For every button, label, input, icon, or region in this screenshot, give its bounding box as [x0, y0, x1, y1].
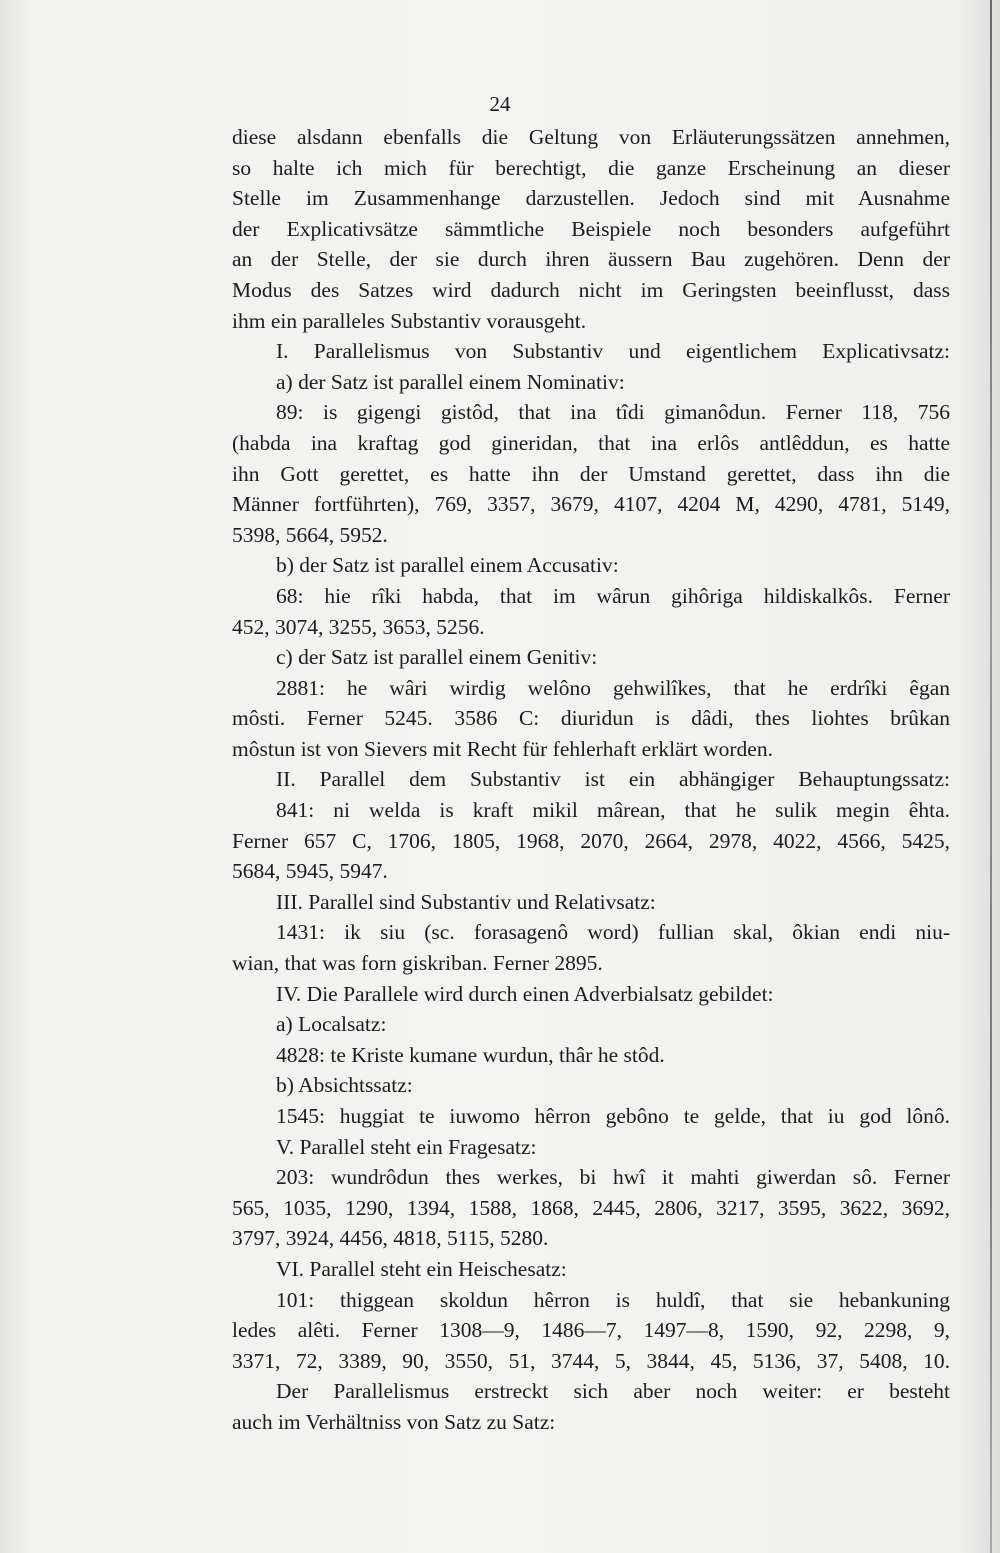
text-line: b) der Satz ist parallel einem Accusativ: [276, 553, 619, 578]
text-line: 2881: he wâri wirdig welôno gehwilîkes, that he erdrîki êgan [276, 675, 950, 700]
text-line: ihm ein paralleles Substantiv vorausgeht. [232, 308, 587, 333]
text-line: 452, 3074, 3255, 3653, 5256. [232, 614, 485, 639]
text-line: diese alsdann ebenfalls die Geltung von Erläuterungssätzen annehmen, [232, 125, 950, 149]
text-line: so halte ich mich für berechtigt, die ganze Erscheinung an dieser [232, 155, 950, 180]
text-line: Männer fortführten), 769, 3357, 3679, 4107, 4204 M, 4290, 4781, 5149, [232, 492, 950, 517]
text-line: b) Absichtssatz: [276, 1073, 413, 1098]
text-line: a) Localsatz: [276, 1012, 387, 1037]
text-line: III. Parallel sind Substantiv und Relativsatz: [276, 889, 656, 914]
page-number: 24 [489, 92, 511, 116]
text-line: môsti. Ferner 5245. 3586 C: diuridun is dâdi, thes liohtes brûkan [232, 706, 950, 731]
text-line: VI. Parallel steht ein Heischesatz: [276, 1256, 567, 1281]
text-line: der Explicativsätze sämmtliche Beispiele noch besonders aufgeführt [232, 216, 950, 241]
text-line: I. Parallelismus von Substantiv und eigentlichem Explicativsatz: [276, 339, 950, 364]
text-line: 68: hie rîki habda, that im wârun gihôriga hildiskalkôs. Ferner [276, 583, 950, 608]
text-line: c) der Satz ist parallel einem Genitiv: [276, 645, 598, 670]
text-line: Ferner 657 C, 1706, 1805, 1968, 2070, 2664, 2978, 4022, 4566, 5425, [232, 828, 950, 853]
text-line: 3797, 3924, 4456, 4818, 5115, 5280. [232, 1226, 549, 1251]
text-line: 4828: te Kriste kumane wurdun, thâr he stôd. [276, 1042, 665, 1067]
text-line: môstun ist von Sievers mit Recht für fehlerhaft erklärt worden. [232, 736, 773, 761]
text-line: 565, 1035, 1290, 1394, 1588, 1868, 2445, 2806, 3217, 3595, 3622, 3692, [232, 1195, 950, 1220]
page-edge-shadow [990, 0, 992, 1553]
text-line: Modus des Satzes wird dadurch nicht im Geringsten beeinflusst, dass [232, 277, 950, 302]
text-line: Stelle im Zusammenhange darzustellen. Jedoch sind mit Ausnahme [232, 186, 950, 211]
text-line: II. Parallel dem Substantiv ist ein abhängiger Behauptungssatz: [276, 767, 950, 792]
text-line: Der Parallelismus erstreckt sich aber noch weiter: er besteht [276, 1379, 950, 1404]
text-line: 1545: huggiat te iuwomo hêrron gebôno te gelde, that iu god lônô. [276, 1104, 950, 1128]
text-line: ledes alêti. Ferner 1308—9, 1486—7, 1497—8, 1590, 92, 2298, 9, [232, 1318, 950, 1343]
text-line: V. Parallel steht ein Fragesatz: [276, 1134, 537, 1159]
body-text [232, 122, 950, 1438]
text-line: auch im Verhältniss von Satz zu Satz: [232, 1409, 556, 1434]
text-line: ihn Gott gerettet, es hatte ihn der Umstand gerettet, dass ihn die [232, 461, 950, 486]
text-line: 3371, 72, 3389, 90, 3550, 51, 3744, 5, 3844, 45, 5136, 37, 5408, 10. [232, 1348, 950, 1373]
text-line: 5398, 5664, 5952. [232, 522, 388, 547]
text-line: IV. Die Parallele wird durch einen Adverbialsatz gebildet: [276, 981, 774, 1006]
text-line: (habda ina kraftag god gineridan, that ina erlôs antlêddun, es hatte [232, 430, 950, 455]
text-line: an der Stelle, der sie durch ihren äussern Bau zugehören. Denn der [232, 247, 950, 272]
text-line: 203: wundrôdun thes werkes, bi hwî it mahti giwerdan sô. Ferner [276, 1165, 950, 1190]
text-line: a) der Satz ist parallel einem Nominativ: [276, 369, 625, 394]
text-line: 841: ni welda is kraft mikil mârean, that he sulik megin êhta. [276, 798, 950, 823]
text-line: 101: thiggean skoldun hêrron is huldî, that sie hebankuning [276, 1287, 950, 1312]
text-line: 5684, 5945, 5947. [232, 859, 388, 884]
text-line: 89: is gigengi gistôd, that ina tîdi gimanôdun. Ferner 118, 756 [276, 400, 950, 425]
text-line: 1431: ik siu (sc. forasagenô word) fullian skal, ôkian endi niu- [276, 920, 950, 945]
text-line: wian, that was forn giskriban. Ferner 2895. [232, 951, 603, 976]
